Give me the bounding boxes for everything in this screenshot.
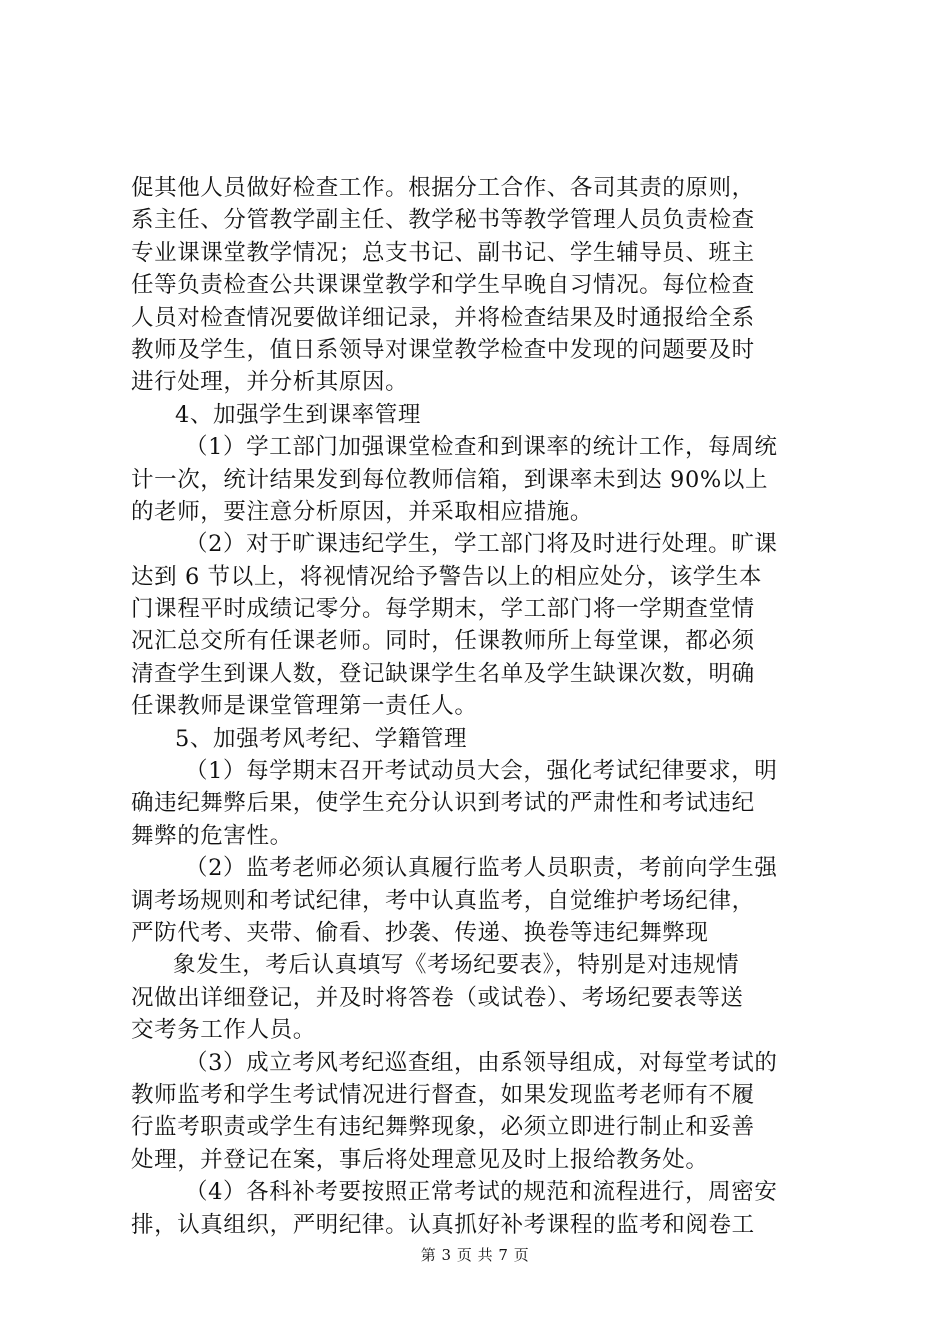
text-line: 行监考职责或学生有违纪舞弊现象，必须立即进行制止和妥善	[131, 1114, 755, 1141]
text-line: 促其他人员做好检查工作。根据分工合作、各司其责的原则，	[131, 175, 755, 201]
text-line: 教师监考和学生考试情况进行督查，如果发现监考老师有不履	[131, 1081, 755, 1108]
text-line: 达到 6 节以上，将视情况给予警告以上的相应处分，该学生本	[131, 563, 763, 590]
page-number-label: 第 3 页 共 7 页	[420, 1246, 530, 1264]
text-line: 任课教师是课堂管理第一责任人。	[131, 693, 478, 720]
document-body	[131, 172, 831, 1241]
text-line: 清查学生到课人数，登记缺课学生名单及学生缺课次数，明确	[131, 660, 755, 687]
text-line: 况汇总交所有任课老师。同时，任课教师所上每堂课，都必须	[131, 628, 755, 655]
text-line: 确违纪舞弊后果，使学生充分认识到考试的严肃性和考试违纪	[131, 790, 755, 817]
text-line: 交考务工作人员。	[131, 1017, 316, 1044]
text-line: （2）对于旷课违纪学生，学工部门将及时进行处理。旷课	[185, 531, 778, 558]
text-line: 排，认真组织，严明纪律。认真抓好补考课程的监考和阅卷工	[131, 1211, 755, 1238]
text-line: 计一次，统计结果发到每位教师信箱，到课率未到达 90%以上	[131, 466, 769, 493]
text-line: （4）各科补考要按照正常考试的规范和流程进行，周密安	[185, 1179, 778, 1206]
text-line: （1）学工部门加强课堂检查和到课率的统计工作，每周统	[185, 434, 778, 461]
text-line: （1）每学期末召开考试动员大会，强化考试纪律要求，明	[185, 758, 778, 785]
text-line: 任等负责检查公共课课堂教学和学生早晚自习情况。每位检查	[131, 272, 755, 299]
text-line: 人员对检查情况要做详细记录，并将检查结果及时通报给全系	[131, 304, 755, 331]
text-line: 的老师，要注意分析原因，并采取相应措施。	[131, 498, 594, 525]
text-line: 进行处理，并分析其原因。	[131, 369, 409, 396]
text-line: 象发生，考后认真填写《考场纪要表》，特别是对违规情	[173, 952, 740, 979]
text-line: 况做出详细登记，并及时将答卷（或试卷）、考场纪要表等送	[131, 984, 744, 1011]
text-line: 专业课课堂教学情况；总支书记、副书记、学生辅导员、班主	[131, 239, 755, 266]
section-heading: 5、加强考风考纪、学籍管理	[175, 725, 468, 752]
page-footer	[0, 1244, 950, 1265]
text-line: 门课程平时成绩记零分。每学期末，学工部门将一学期查堂情	[131, 596, 755, 623]
text-line: 系主任、分管教学副主任、教学秘书等教学管理人员负责检查	[131, 207, 755, 234]
text-line: 舞弊的危害性。	[131, 822, 293, 849]
text-line: （2）监考老师必须认真履行监考人员职责，考前向学生强	[185, 855, 778, 882]
text-line: （3）成立考风考纪巡查组，由系领导组成，对每堂考试的	[185, 1049, 778, 1076]
text-line: 严防代考、夹带、偷看、抄袭、传递、换卷等违纪舞弊现	[131, 919, 709, 946]
text-line: 调考场规则和考试纪律，考中认真监考，自觉维护考场纪律，	[131, 887, 755, 914]
section-heading: 4、加强学生到课率管理	[175, 401, 421, 428]
text-line: 教师及学生，值日系领导对课堂教学检查中发现的问题要及时	[131, 336, 755, 363]
text-line: 处理，并登记在案，事后将处理意见及时上报给教务处。	[131, 1146, 709, 1173]
